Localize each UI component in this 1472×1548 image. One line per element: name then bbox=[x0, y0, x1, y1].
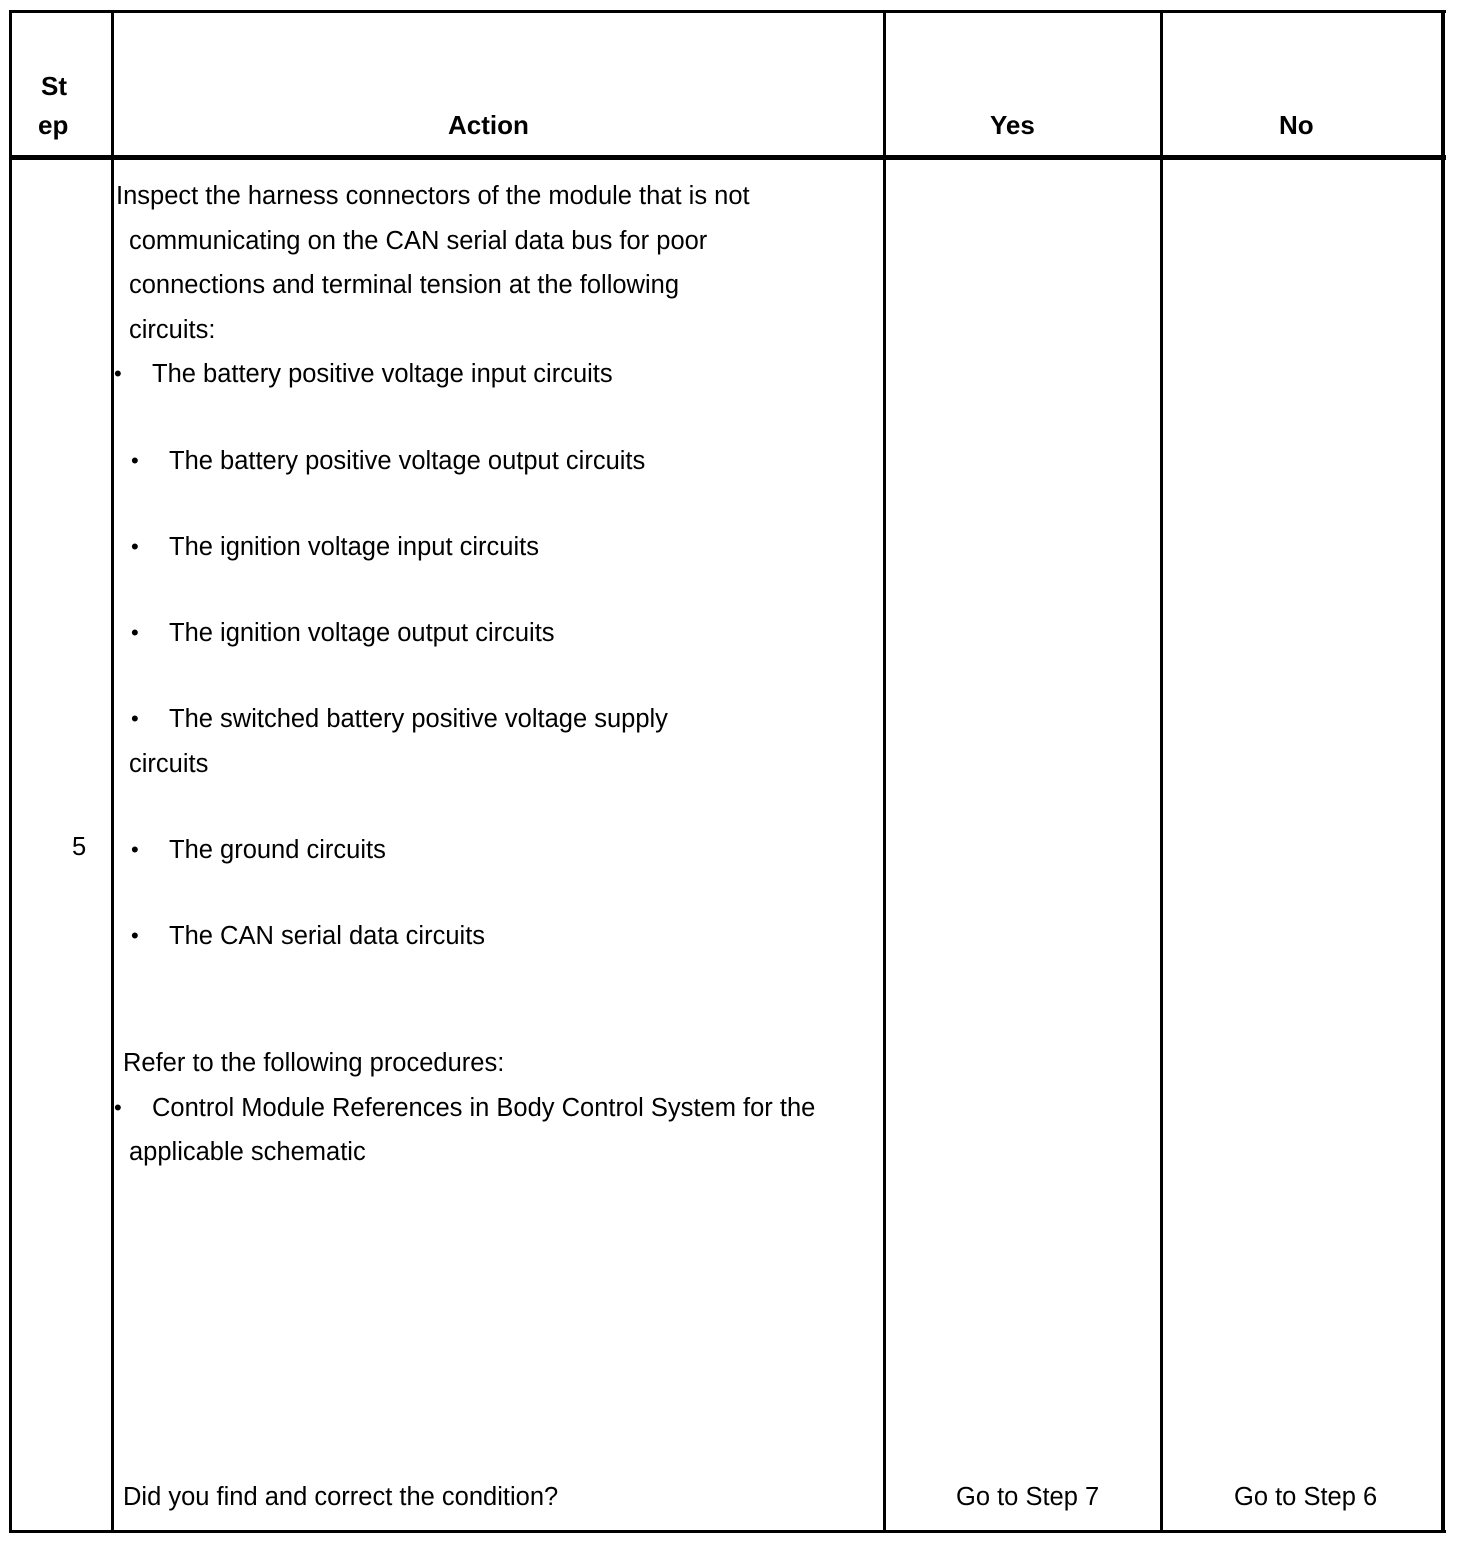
circuit-item: The CAN serial data circuits bbox=[169, 922, 486, 950]
refer-item: Control Module References in Body Control System for the bbox=[152, 1094, 816, 1122]
circuit-item: The switched battery positive voltage supply bbox=[169, 705, 668, 733]
table-top-border bbox=[9, 10, 1446, 13]
no-outcome: Go to Step 6 bbox=[1234, 1483, 1378, 1511]
header-step-line2: ep bbox=[38, 110, 69, 140]
bullet-marker: • bbox=[114, 361, 122, 386]
table-bottom-border bbox=[9, 1530, 1446, 1533]
bullet-marker: • bbox=[131, 448, 139, 473]
circuit-item: The battery positive voltage input circuits bbox=[152, 360, 613, 388]
column-border-step-action bbox=[111, 10, 114, 1533]
circuit-item: The ignition voltage output circuits bbox=[169, 619, 555, 647]
bullet-marker: • bbox=[131, 620, 139, 645]
header-no: No bbox=[1279, 110, 1314, 140]
step-number: 5 bbox=[72, 833, 87, 861]
circuit-item: The ground circuits bbox=[169, 836, 386, 864]
circuit-item-continuation: circuits bbox=[129, 750, 209, 778]
action-intro-line: communicating on the CAN serial data bus for poor bbox=[129, 227, 708, 255]
column-border-yes-no bbox=[1160, 10, 1163, 1533]
column-border-left bbox=[9, 10, 12, 1533]
header-bottom-border bbox=[9, 155, 1446, 160]
circuit-item: The ignition voltage input circuits bbox=[169, 533, 539, 561]
question-text: Did you find and correct the condition? bbox=[123, 1483, 559, 1511]
refer-heading: Refer to the following procedures: bbox=[123, 1049, 505, 1077]
circuit-item: The battery positive voltage output circuits bbox=[169, 447, 646, 475]
yes-outcome: Go to Step 7 bbox=[956, 1483, 1100, 1511]
bullet-marker: • bbox=[131, 923, 139, 948]
column-border-action-yes bbox=[883, 10, 886, 1533]
header-step-line1: St bbox=[41, 71, 67, 101]
refer-item-continuation: applicable schematic bbox=[129, 1138, 366, 1166]
bullet-marker: • bbox=[131, 706, 139, 731]
header-action: Action bbox=[448, 110, 529, 140]
bullet-marker: • bbox=[131, 534, 139, 559]
action-intro-line: circuits: bbox=[129, 316, 216, 344]
action-intro-line: connections and terminal tension at the following bbox=[129, 271, 680, 299]
bullet-marker: • bbox=[131, 837, 139, 862]
bullet-marker: • bbox=[114, 1095, 122, 1120]
column-border-right bbox=[1441, 10, 1445, 1533]
action-intro-line: Inspect the harness connectors of the module that is not bbox=[116, 182, 750, 210]
header-yes: Yes bbox=[990, 110, 1035, 140]
